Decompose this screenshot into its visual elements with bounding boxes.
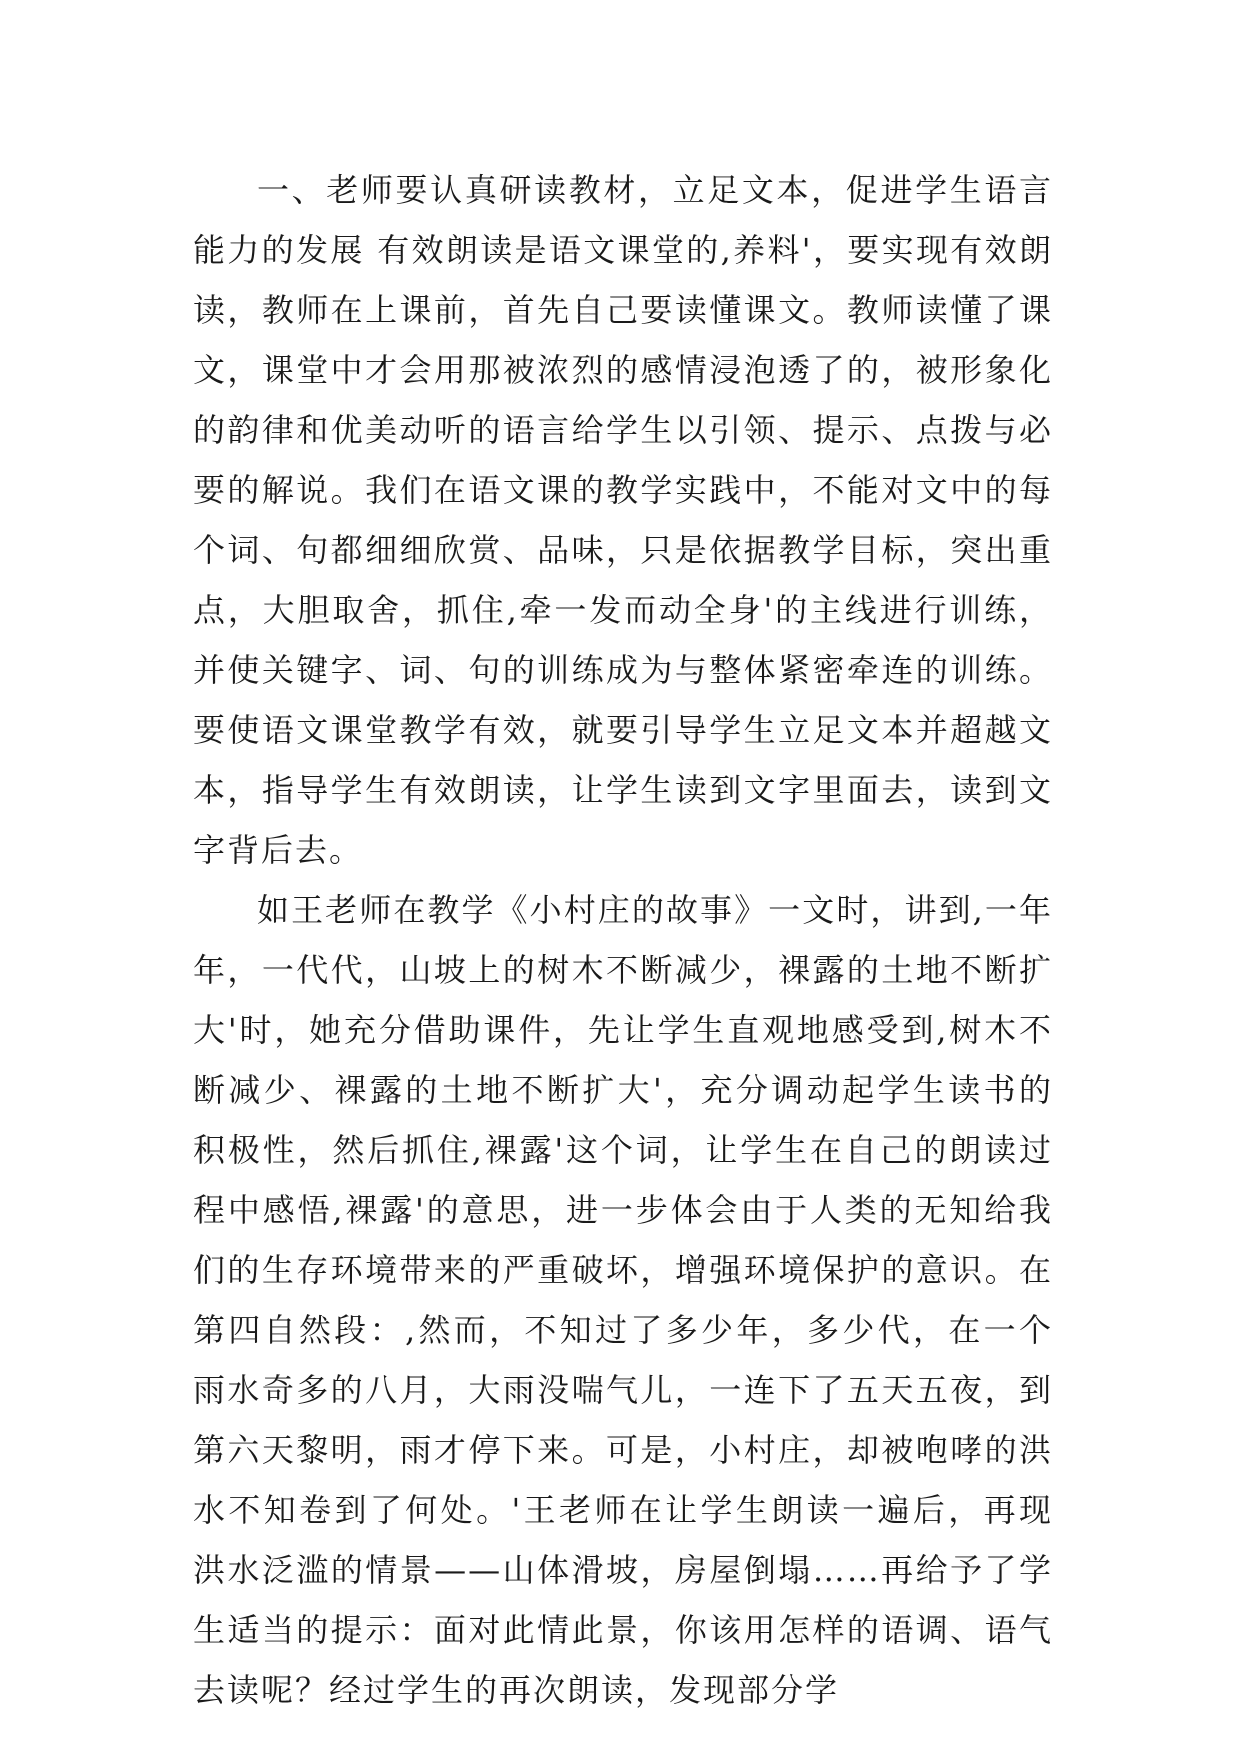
body-text [193,160,1053,1720]
paragraph-2: 如王老师在教学《小村庄的故事》一文时，讲到,一年年，一代代，山坡上的树木不断减少，裸露的土地不断扩大'时，她充分借助课件，先让学生直观地感受到,树木不断减少、裸露的土地不断扩大'，充分调动起学生读书的积极性，然后抓住,裸露'这个词，让学生在自己的朗读过程中感悟,裸露'的意思，进一步体会由于人类的无知给我们的生存环境带来的严重破坏，增强环境保护的意识。在第四自然段：,然而，不知过了多少年，多少代，在一个雨水奇多的八月，大雨没喘气儿，一连下了五天五夜，到第六天黎明，雨才停下来。可是，小村庄，却被咆哮的洪水不知卷到了何处。'王老师在让学生朗读一遍后，再现洪水泛滥的情景——山体滑坡，房屋倒塌……再给予了学生适当的提示：面对此情此景，你该用怎样的语调、语气去读呢？经过学生的再次朗读，发现部分学 [193,891,1053,1709]
paragraph-1: 一、老师要认真研读教材，立足文本，促进学生语言能力的发展 有效朗读是语文课堂的,养料'，要实现有效朗读，教师在上课前，首先自己要读懂课文。教师读懂了课文，课堂中才会用那被浓烈的感情浸泡透了的，被形象化的韵律和优美动听的语言给学生以引领、提示、点拨与必要的解说。我们在语文课的教学实践中，不能对文中的每个词、句都细细欣赏、品味，只是依据教学目标，突出重点，大胆取舍，抓住,牵一发而动全身'的主线进行训练，并使关键字、词、句的训练成为与整体紧密牵连的训练。要使语文课堂教学有效，就要引导学生立足文本并超越文本，指导学生有效朗读，让学生读到文字里面去，读到文字背后去。 [193,171,1053,869]
